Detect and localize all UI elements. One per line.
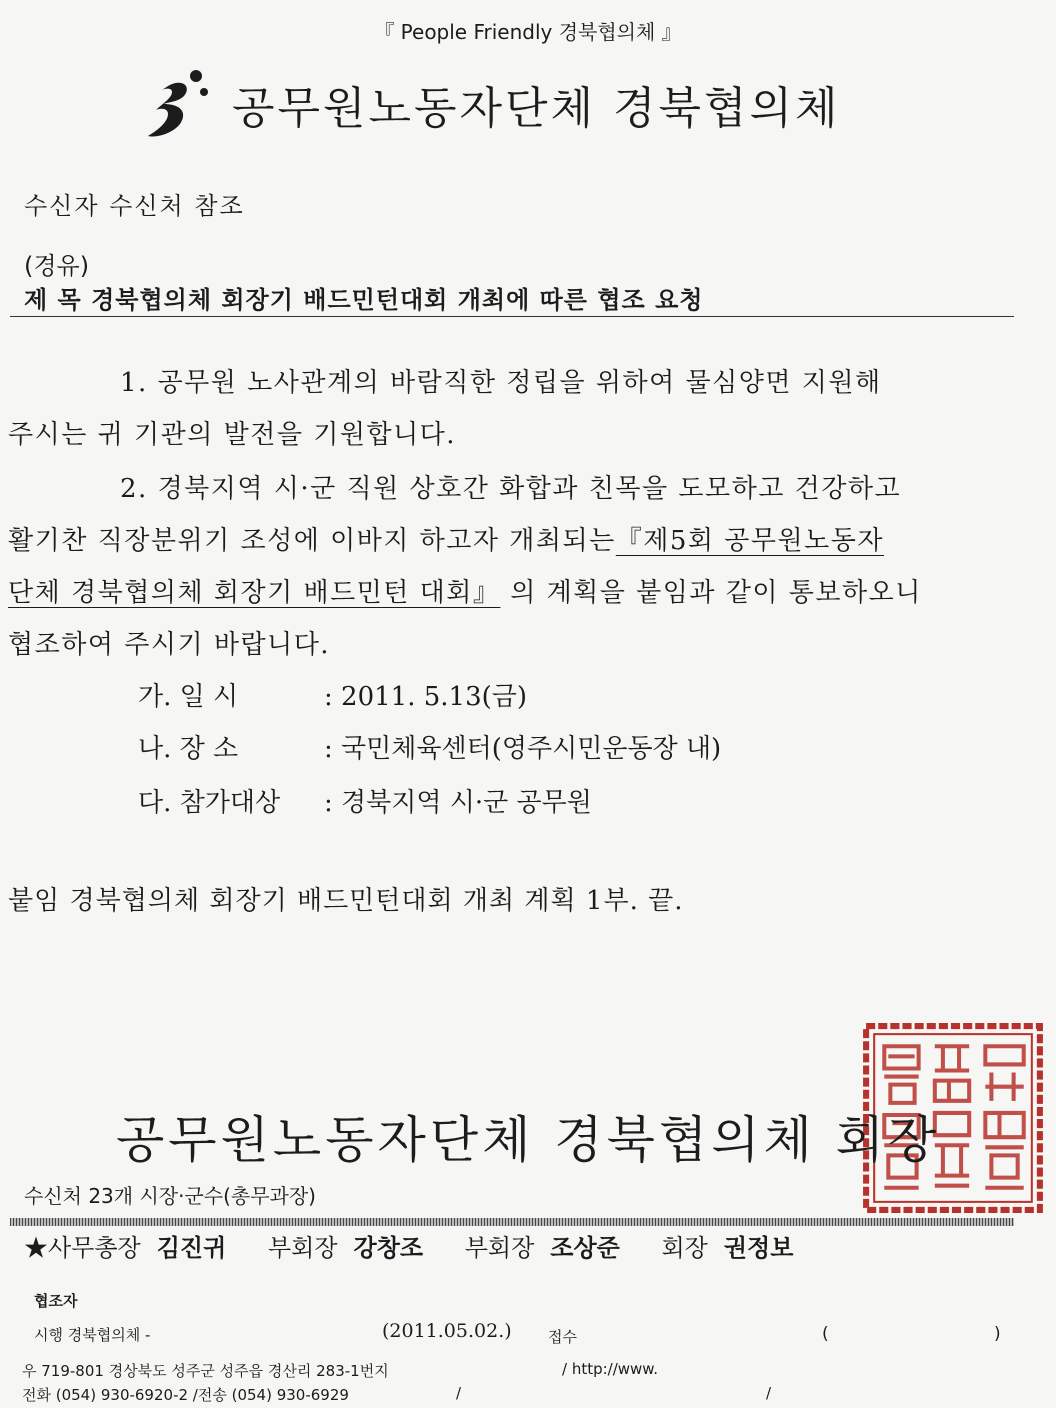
- detail-value: : 2011. 5.13(금): [324, 682, 528, 712]
- receipt-paren-open: (: [822, 1324, 829, 1344]
- detail-label: 나. 장 소: [138, 734, 239, 764]
- approver-name: 강창조: [353, 1233, 424, 1262]
- running-figure-logo-icon: [138, 64, 218, 144]
- paragraph-1-line-1: 1. 공무원 노사관계의 바람직한 정립을 위하여 물심양면 지원해: [120, 368, 882, 398]
- approver-role: 부회장: [267, 1234, 338, 1262]
- detail-label: 가. 일 시: [138, 682, 239, 712]
- execution-line: 시행 경북협의체 -: [34, 1326, 151, 1344]
- detail-item-date: [138, 676, 527, 713]
- receipt-label: 접수: [548, 1328, 577, 1346]
- paragraph-2-line-3: [8, 572, 922, 609]
- event-name-part-1: 『제5회 공무원노동자: [615, 526, 885, 556]
- approver-name: 김진귀: [156, 1233, 227, 1262]
- paragraph-2-line-1: 2. 경북지역 시·군 직원 상호간 화합과 친목을 도모하고 건강하고: [120, 474, 902, 504]
- paragraph-1-line-2: 주시는 귀 기관의 발전을 기원합니다.: [8, 420, 457, 450]
- recipient-line: 수신자 수신처 참조: [24, 192, 245, 220]
- approver-name: 조상준: [550, 1233, 620, 1262]
- separator-slash: /: [766, 1384, 772, 1402]
- detail-item-venue: [138, 728, 721, 765]
- subject-divider: [10, 316, 1014, 317]
- paragraph-2-line-3-text: 의 계획을 붙임과 같이 통보하오니: [510, 578, 922, 608]
- slogan: 『 People Friendly 경북협의체 』: [374, 20, 682, 44]
- event-name-part-2: 단체 경북협의체 회장기 배드민턴 대회』: [8, 578, 501, 608]
- approval-line: [24, 1228, 827, 1263]
- detail-value: : 국민체육센터(영주시민운동장 내): [324, 734, 722, 764]
- detail-value: : 경북지역 시·군 공무원: [324, 788, 592, 818]
- via-line: (경유): [24, 252, 90, 280]
- paragraph-2-line-2-text: 활기찬 직장분위기 조성에 이바지 하고자 개최되는: [8, 526, 616, 556]
- subject-line: 제 목 경북협의체 회장기 배드민턴대회 개최에 따른 협조 요청: [24, 286, 704, 314]
- detail-item-participants: [138, 782, 592, 819]
- approver-role: 부회장: [464, 1234, 535, 1262]
- receipt-paren-close: ): [994, 1324, 1001, 1344]
- phone-fax-line: 전화 (054) 930-6920-2 /전송 (054) 930-6929: [22, 1386, 349, 1404]
- paragraph-2-line-2: [8, 520, 884, 557]
- footer-divider: [10, 1218, 1014, 1226]
- detail-label: 다. 참가대상: [138, 788, 281, 818]
- website-url: / http://www.: [562, 1360, 658, 1378]
- approver-role: ★사무총장: [24, 1234, 141, 1262]
- execution-date: (2011.05.02.): [382, 1320, 512, 1342]
- distribution-list: 수신처 23개 시장·군수(총무과장): [24, 1184, 316, 1208]
- paragraph-2-line-4: 협조하여 주시기 바랍니다.: [8, 630, 331, 660]
- organization-title: 공무원노동자단체 경북협의체: [232, 83, 841, 134]
- cooperator-label: 협조자: [34, 1292, 78, 1310]
- approver-role: 회장: [661, 1234, 708, 1262]
- attachment-line: 붙임 경북협의체 회장기 배드민턴대회 개최 계획 1부. 끝.: [8, 886, 684, 916]
- signatory-title: 공무원노동자단체 경북협의체 회장: [116, 1111, 941, 1169]
- separator-slash: /: [456, 1384, 462, 1402]
- postal-address: 우 719-801 경상북도 성주군 성주읍 경산리 283-1번지: [22, 1362, 389, 1380]
- approver-name: 권정보: [723, 1233, 794, 1262]
